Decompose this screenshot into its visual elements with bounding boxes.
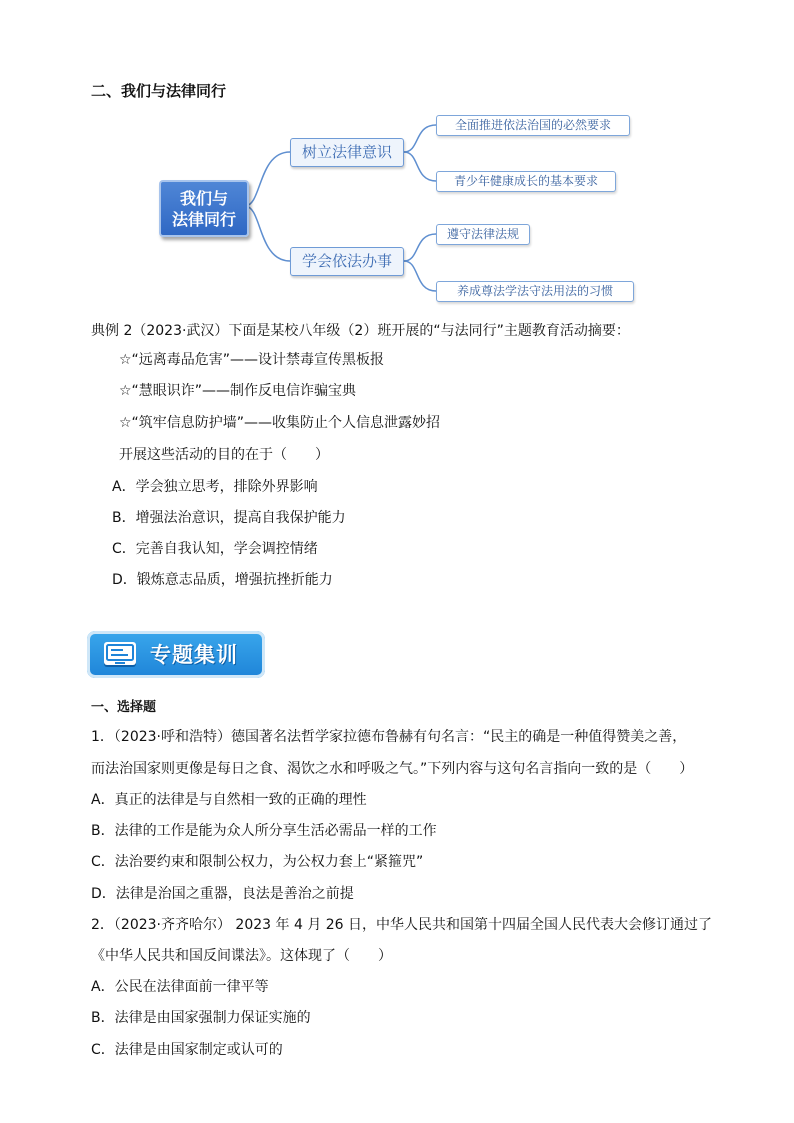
q1-option-d: D．法律是治国之重器，良法是善治之前提 [91,886,354,902]
section-title: 二、我们与法律同行 [91,82,227,100]
q1-option-b: B．法律的工作是能为众人所分享生活必需品一样的工作 [91,823,437,839]
q1-stem-line2: 而法治国家则更像是每日之食、渴饮之水和呼吸之气。”下列内容与这句名言指向一致的是（ ） [91,761,694,777]
mindmap-leaf: 全面推进依法治国的必然要求 [436,115,630,136]
mindmap-branch-awareness: 树立法律意识 [290,138,404,167]
example-intro: 典例 2（2023·武汉）下面是某校八年级（2）班开展的“与法同行”主题教育活动摘要： [91,323,630,339]
mindmap-root-line1: 我们与 [179,188,228,208]
choice-section-title: 一、选择题 [91,700,157,715]
example-option-a: A．学会独立思考，排除外界影响 [112,479,318,495]
example-activity: ☆“筑牢信息防护墙”——收集防止个人信息泄露妙招 [119,415,441,431]
example-activity: ☆“慧眼识诈”——制作反电信诈骗宝典 [119,383,357,399]
example-option-b: B．增强法治意识，提高自我保护能力 [112,510,346,526]
mindmap-root [159,180,249,237]
q2-stem-line2: 《中华人民共和国反间谍法》。这体现了（ ） [91,948,392,964]
q2-option-a: A．公民在法律面前一律平等 [91,979,269,995]
example-option-c: C．完善自我认知，学会调控情绪 [112,541,318,557]
q2-stem-line1: 2．（2023·齐齐哈尔） 2023 年 4 月 26 日，中华人民共和国第十四届全国人民代表大会修订通过了 [91,917,713,933]
q1-option-c: C．法治要约束和限制公权力，为公权力套上“紧箍咒” [91,854,424,870]
mindmap-root-line2: 法律同行 [171,209,236,229]
mindmap-leaf: 养成尊法学法守法用法的习惯 [436,281,634,302]
mindmap-leaf: 遵守法律法规 [436,224,530,245]
banner-title: 专题集训 [150,643,238,667]
q2-option-c: C．法律是由国家制定或认可的 [91,1042,283,1058]
mindmap-leaf: 青少年健康成长的基本要求 [436,171,616,192]
mindmap-branch-act-lawfully: 学会依法办事 [290,247,404,276]
example-option-d: D．锻炼意志品质，增强抗挫折能力 [112,572,333,588]
q2-option-b: B．法律是由国家强制力保证实施的 [91,1010,311,1026]
example-question: 开展这些活动的目的在于（ ） [119,447,329,463]
q1-option-a: A．真正的法律是与自然相一致的正确的理性 [91,792,367,808]
example-activity: ☆“远离毒品危害”——设计禁毒宣传黑板报 [119,352,385,368]
q1-stem-line1: 1．（2023·呼和浩特）德国著名法哲学家拉德布鲁赫有句名言：“民主的确是一种值得赞美之善， [91,729,687,745]
monitor-icon [104,642,136,665]
